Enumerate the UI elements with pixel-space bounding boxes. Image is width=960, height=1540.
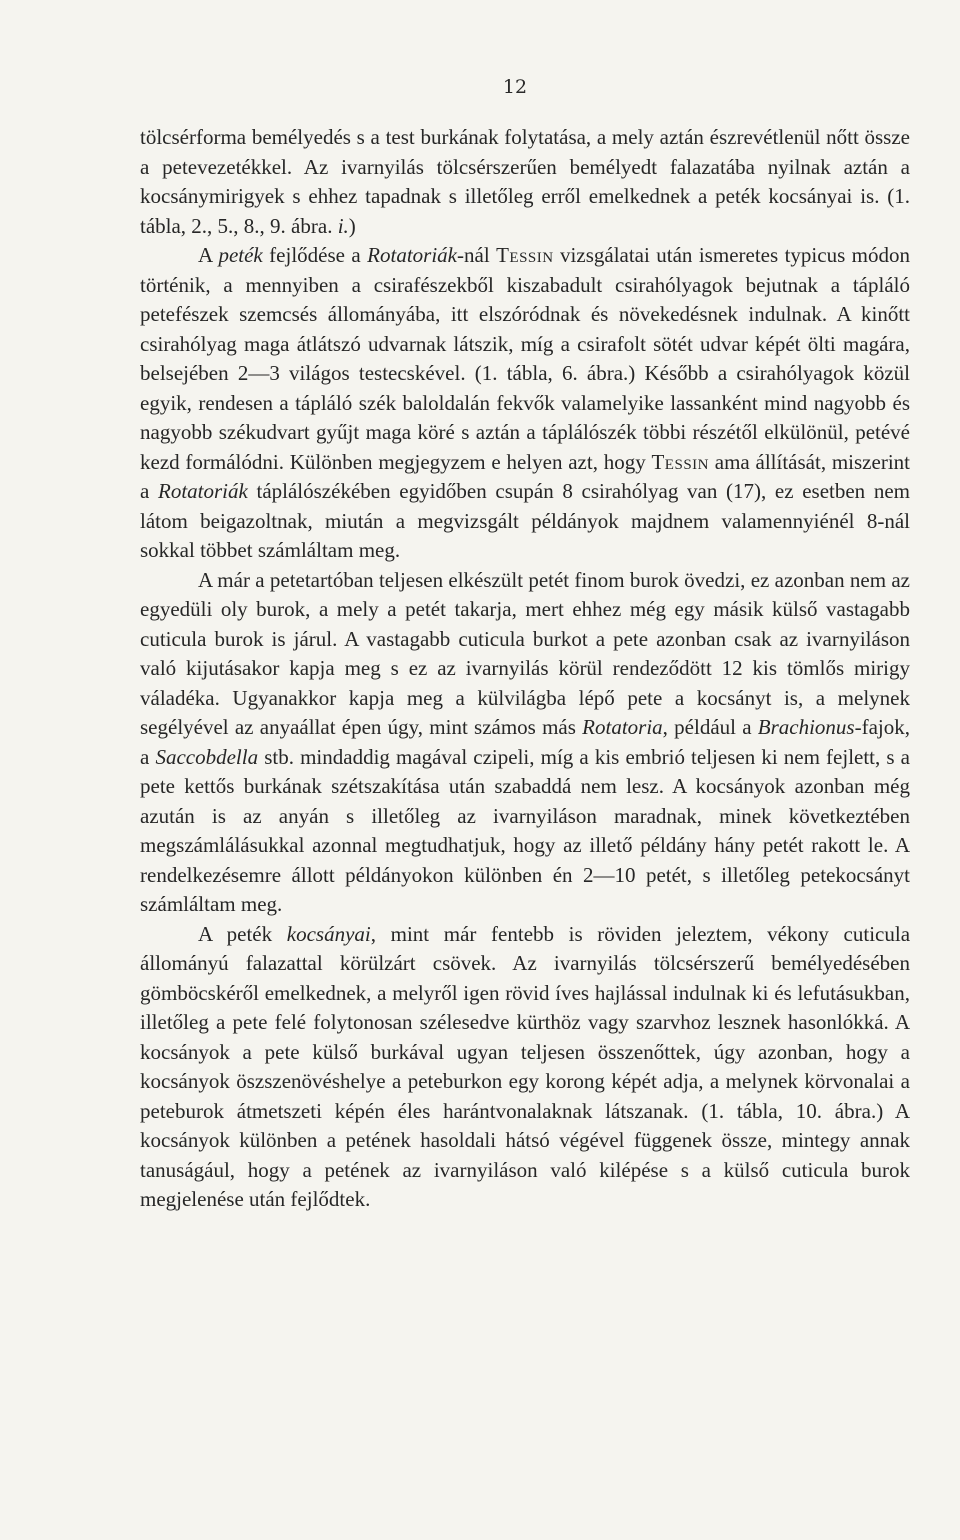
- italic-text-segment: Rotatoria: [582, 715, 663, 739]
- smallcaps-author-name: Tessin: [651, 449, 709, 474]
- text-segment: , mint már fentebb is röviden jeleztem, vékony cuticula állományú falazattal körülzárt csövek. Az ivarnyilás tölcsérszerű bemélyedésében gömböcskéről emelkednek, a melyről igen rövid íves hajlással indulnak ki és lefutásukban, illetőleg a pete felé folytonosan szélesedve kürthöz vagy szarvhoz lesznek hasonlókká. A kocsányok a pete külső burkával ugyan teljesen összenőttek, úgy azonban, hogy a kocsányok öszszenövéshelye a peteburkon egy korong képét adja, a melynek körvonalai a peteburok átmetszeti képén éles harántvonalaknak látszanak. (1. tábla, 10. ábra.) A kocsányok különben a petének hasoldali hátsó végével függenek össze, mintegy annak tanuságául, hogy a petének az ivarnyiláson való kilépése s a külső cuticula burok megjelenése után fejlődtek.: [140, 921, 911, 1211]
- text-segment: tölcsérforma bemélyedés s a test burkának folytatása, a mely aztán észrevétlenül nőtt össze a petevezetékkel. Az ivarnyilás tölcsérszerűen bemélyedt falazatába nyilnak aztán a kocsánymirigyek s ehhez tapadnak s illetőleg erről emelkednek a peték kocsányai is. (1. tábla, 2., 5., 8., 9. ábra.: [140, 125, 910, 238]
- italic-text-segment: i.: [337, 213, 349, 238]
- italic-text-segment: Brachionus: [757, 715, 855, 739]
- body-text: [140, 123, 910, 1215]
- text-segment: A: [198, 243, 219, 267]
- paragraph: [140, 241, 910, 566]
- text-segment: -nál: [457, 243, 497, 267]
- italic-text-segment: Rotatoriák: [367, 243, 457, 267]
- text-segment: vizsgálatai után ismeretes typicus módon történik, a mennyiben a csirafészekből kiszabadult csirahólyagok bejutnak a tápláló petefészek szemcsés állományába, itt elszóródnak és növekedésnek indulnak. A kinőtt csirahólyag maga átlátszó udvarnak látszik, míg a csirafolt sötét udvar képét ölti magára, belsejében 2—3 világos testecskével. (1. tábla, 6. ábra.) Később a csirahólyagok közül egyik, rendesen a tápláló szék baloldalán fekvők valamelyike lassanként mind nagyobb és nagyobb székudvart gyűjt maga köré s aztán a táplálószék többi részétől elkülönül, petévé kezd formálódni. Különben megjegyzem e helyen azt, hogy: [140, 243, 911, 474]
- text-segment: táplálószékében egyidőben csupán 8 csirahólyag van (17), ez esetben nem látom beigazoltnak, miután a megvizsgált példányok majdnem valamennyiénél 8-nál sokkal többet számláltam meg.: [140, 479, 911, 562]
- text-segment: -fajok, a: [140, 715, 911, 769]
- italic-text-segment: peték: [218, 243, 263, 267]
- text-segment: ): [348, 213, 356, 238]
- smallcaps-author-name: Tessin: [496, 243, 554, 267]
- paragraph: [140, 920, 910, 1215]
- italic-text-segment: kocsányai: [286, 921, 371, 946]
- italic-text-segment: Rotatoriák: [158, 479, 248, 503]
- text-segment: ama állítását, miszerint a: [140, 449, 910, 503]
- text-segment: A peték: [198, 921, 287, 946]
- text-segment: stb. mindaddig magával czipeli, míg a kis embrió teljesen ki nem fejlett, s a pete kettős burkának szétszakítása után szabaddá nem lesz. A kocsányok azonban még azután is az anyán s illetőleg az ivarnyiláson maradnak, minek következtében megszámlálásukkal azonnal megtudhatjuk, hogy az illető példány hány petét rakott le. A rendelkezésemre állott példányokon különben én 2—10 petét, s illetőleg petekocsányt számláltam meg.: [140, 744, 910, 916]
- paragraph: [140, 123, 910, 241]
- text-segment: fejlődése a: [262, 243, 368, 267]
- page-number: 12: [502, 76, 528, 98]
- italic-text-segment: Saccobdella: [155, 744, 259, 769]
- paragraph: [140, 566, 910, 920]
- text-segment: , például a: [662, 715, 758, 739]
- text-segment: A már a petetartóban teljesen elkészült petét finom burok övedzi, ez azonban nem az egyedüli oly burok, a mely a petét takarja, mert ehhez még egy másik külső vastagabb cuticula burok is járul. A vastagabb cuticula burkot a pete azonban csak az ivarnyiláson való kijutásakor kapja meg s ez az ivarnyilás körül rendeződött 12 kis tömlős mirigy váladéka. Ugyanakkor kapja meg a külvilágba lépő pete a kocsányt is, a melynek segélyével az anyaállat épen úgy, mint számos más: [140, 567, 910, 739]
